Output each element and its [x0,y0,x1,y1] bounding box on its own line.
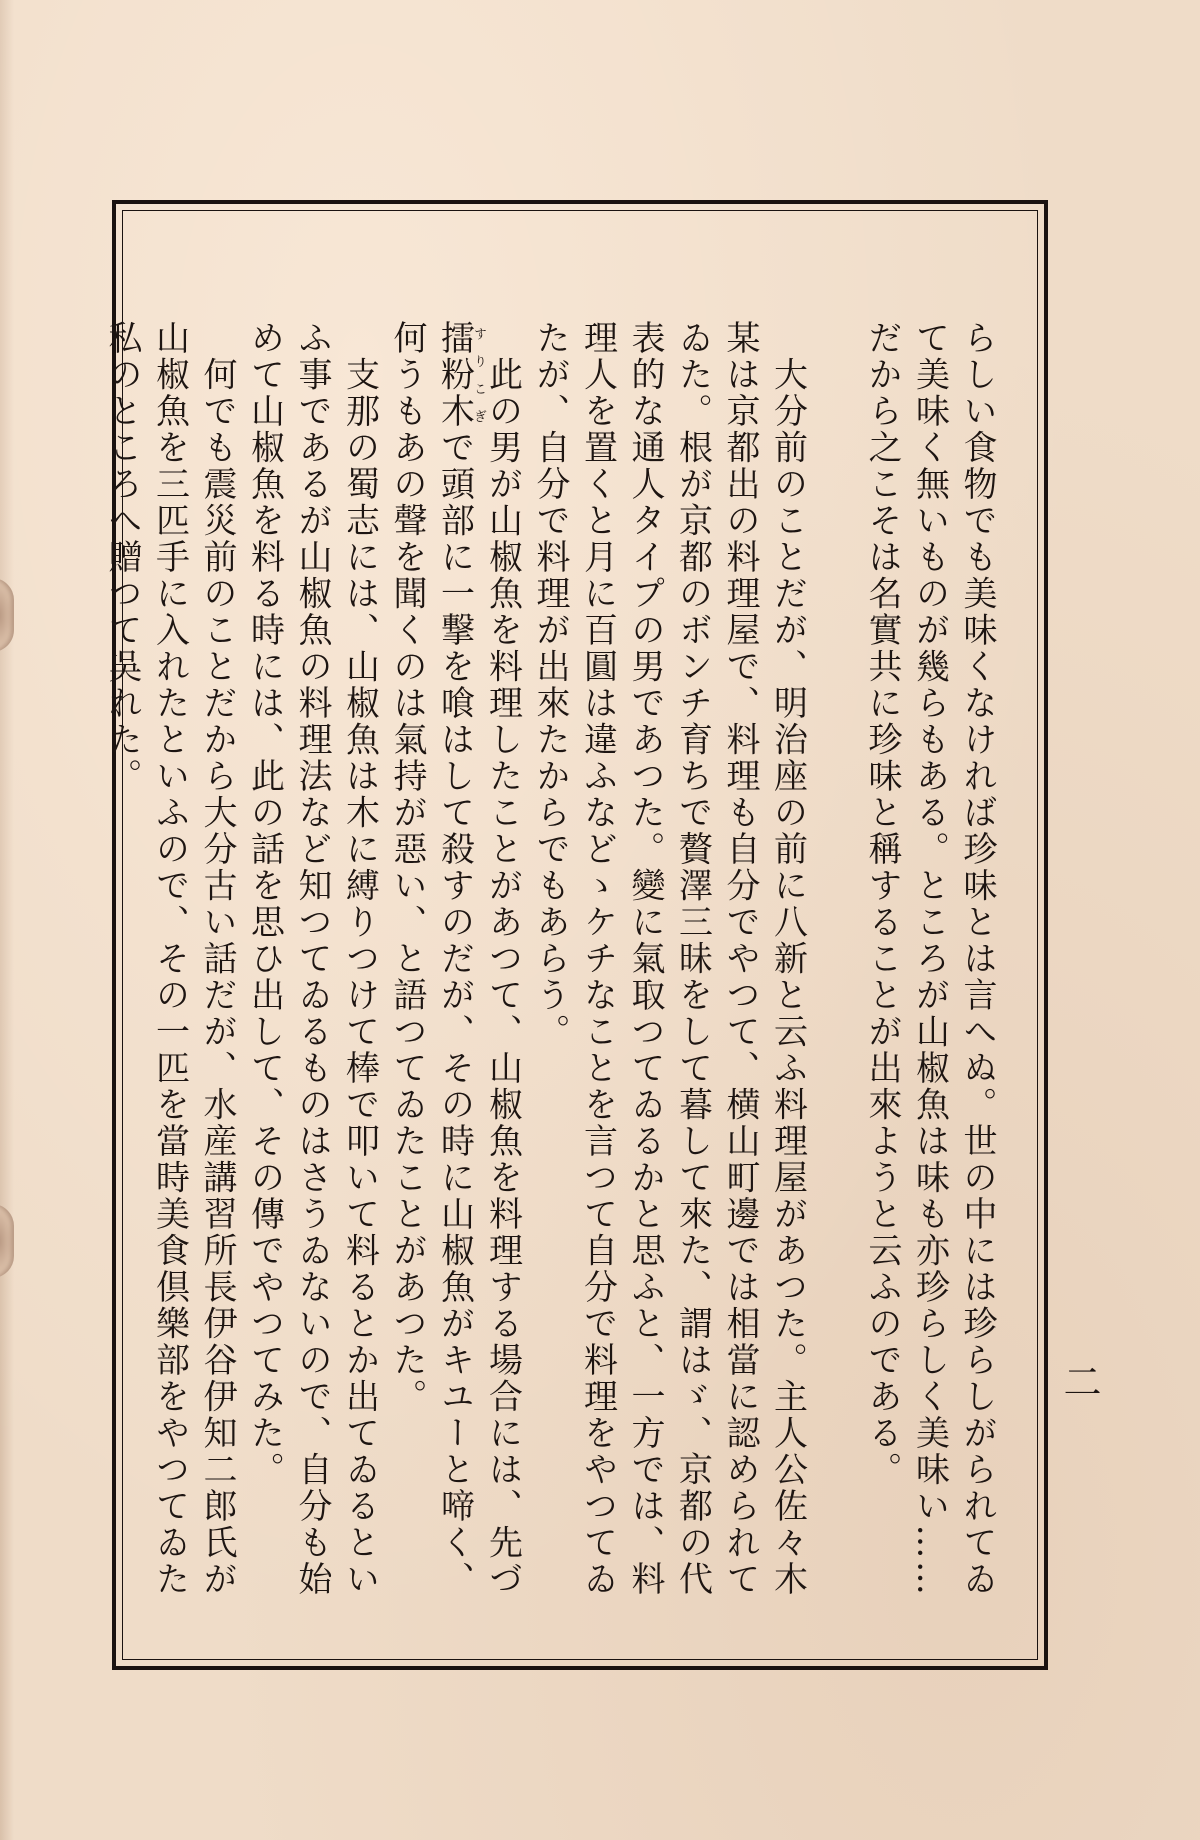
paragraph-3 [383,320,526,1620]
paragraph-2 [526,320,811,1620]
paragraph-text: 大分前のことだが、明治座の前に八新と云ふ料理屋があつた。主人公佐々木某は京都出の料理屋で、料理も自分でやつて、横山町邊では相當に認められてゐた。根が京都のボンチ育ちで贅澤三昧をして暮して來た、謂はゞ、京都の代表的な通人タイプの男であつた。變に氣取つてゐるかと思ふと、一方では、料理人を置くと月に百圓は違ふなどゝケチなことを言つて自分で料理をやつてゐたが、自分で料理が出來たからでもあらう。 [530,320,808,1598]
ruby-annotated-word [434,320,486,430]
paragraph-text: 此の男が山椒魚を料理したことがあつて、山椒魚を料理する場合には、先づ [482,320,523,1598]
paragraph-4 [240,320,383,1620]
ruby-reading: すりこぎ [471,320,486,430]
paragraph-text: 何でも震災前のことだから大分古い話だが、水産講習所長伊谷伊知二郎氏が山椒魚を三匹手に入れたといふので、その一匹を當時美食倶樂部をやつてゐた私のところへ贈つて吳れた。 [102,320,237,1598]
paragraph-text: で頭部に一撃を喰はして殺すのだが、その時に山椒魚がキユーと啼く、何うもあの聲を聞くのは氣持が惡い、と語つてゐたことがあつた。 [387,320,475,1598]
ruby-base: 擂粉木 [434,320,475,430]
paragraph-5 [98,320,241,1620]
page-number: 二 [1057,1362,1101,1400]
paragraph-1 [858,320,1001,1620]
binding-hole-bottom [0,1204,14,1278]
paragraph-text: らしい食物でも美味くなければ珍味とは言へぬ。世の中には珍らしがられてゐて美味く無いものが幾らもある。ところが山椒魚は味も亦珍らしく美味い……だから之こそは名實共に珍味と稱することが出來ようと云ふのである。 [862,320,997,1598]
vertical-text-body [102,320,1000,1620]
paragraph-text: 支那の蜀志には、山椒魚は木に縛りつけて棒で叩いて料るとか出てゐるといふ事であるが山椒魚の料理法など知つてゐるものはさうゐないので、自分も始めて山椒魚を料る時には、此の話を思ひ出して、その傳でやつてみた。 [244,320,380,1598]
binding-hole-top [0,578,14,652]
